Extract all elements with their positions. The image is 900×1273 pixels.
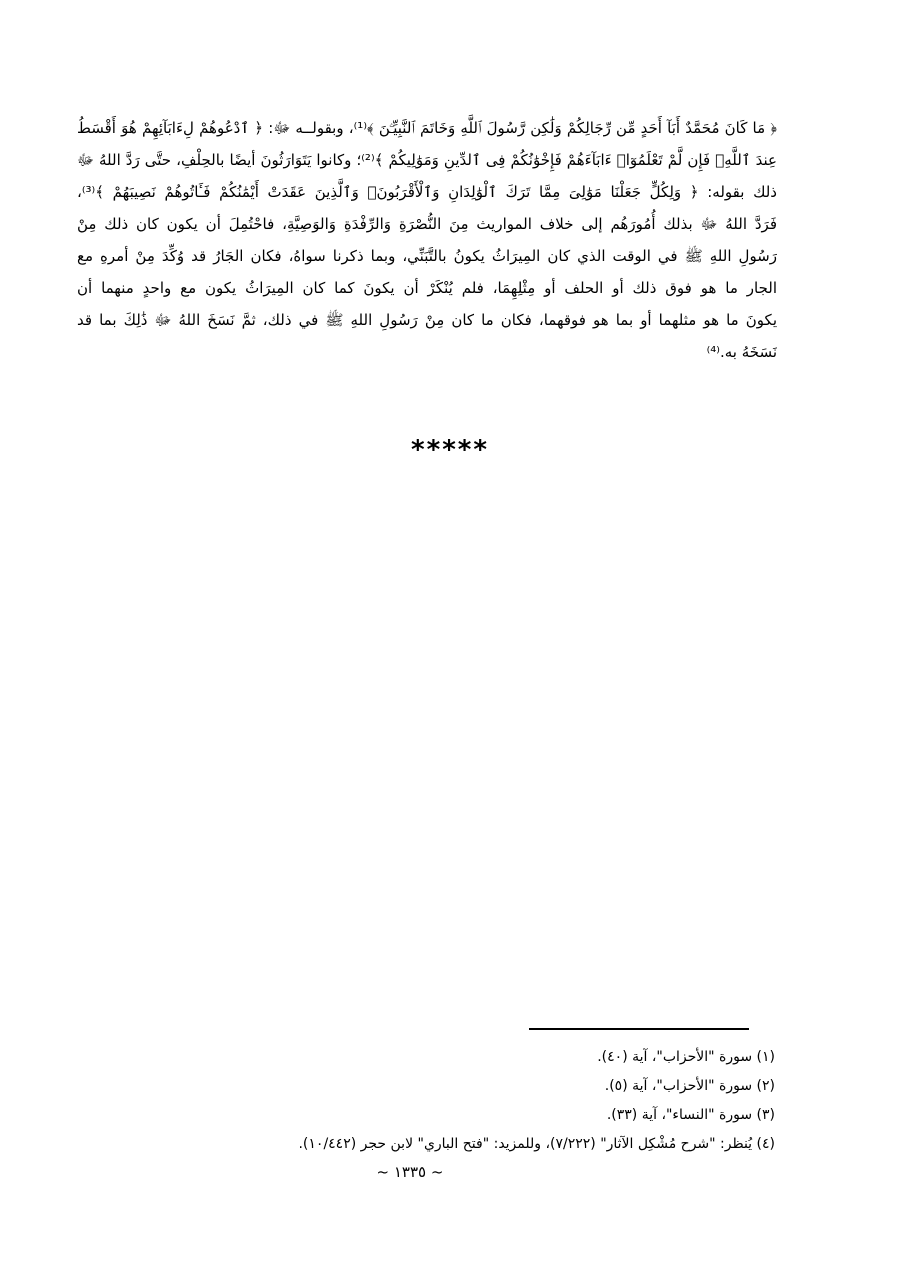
text-line: يكونَ ما هو مثلهما أو بما هو فوقهما، فكان ما كان مِنْ رَسُولِ اللهِ ﷺ في ذلك، ثمَّ نَسَخَ اللهُ ﷻ ذَٰلِكَ بما قد	[77, 311, 777, 329]
text-line: عِندَ ٱللَّهِۚ فَإِن لَّمْ تَعْلَمُوٓا۟ ءَابَآءَهُمْ فَإِخْوَٰنُكُمْ فِى ٱلدِّينِ وَمَوَٰلِيكُمْ ﴾⁽²⁾؛ وكانوا يَتَوَارَثُونَ أيضًا بالحِلْفِ، حتَّى رَدَّ اللهُ ﷻ	[77, 151, 777, 169]
footnote-item: (٢) سورة "الأحزاب"، آية (٥).	[604, 1078, 775, 1094]
text-line: ﴿ مَا كَانَ مُحَمَّدٌ أَبَآ أَحَدٍ مِّن رِّجَالِكُمْ وَلَٰكِن رَّسُولَ ٱللَّهِ وَخَاتَمَ ٱلنَّبِيِّـۧنَ ﴾⁽¹⁾، وبقولــه ﷻ: ﴿ ٱدْعُوهُمْ لِءَابَآئِهِمْ هُوَ أَقْسَطُ	[77, 119, 777, 137]
text-line: رَسُولِ اللهِ ﷺ في الوقت الذي كان المِيرَاثُ يكونُ بالتَّبَنِّي، وبما ذكرنا سواهُ، فكان الجَارُ قد وُكِّدَ مِنْ أمرهِ مع	[77, 247, 777, 265]
footnotes	[200, 1043, 775, 1159]
text-line: فَرَدَّ اللهُ ﷻ بذلك أُمُورَهُم إلى خلاف المواريث مِنَ النُّصْرَةِ وَالرِّفْدَةِ وَالوَصِيَّةِ، فاحْتُمِلَ أن يكون كان ذلك مِنْ	[77, 215, 777, 233]
footnote-item: (٤) يُنظر: "شرح مُشْكِل الآثار" (٧/٢٢٢)، وللمزيد: "فتح الباري" لابن حجر (١٠/٤٤٢).	[298, 1136, 775, 1152]
page-number: ~ ١٣٣٥ ~	[376, 1163, 444, 1181]
main-text	[77, 112, 777, 368]
text-line: ذلك بقوله: ﴿ وَلِكُلٍّ جَعَلْنَا مَوَٰلِىَ مِمَّا تَرَكَ ٱلْوَٰلِدَانِ وَٱلْأَقْرَبُونَۚ وَٱلَّذِينَ عَقَدَتْ أَيْمَٰنُكُمْ فَـَٔاتُوهُمْ نَصِيبَهُمْ ﴾⁽³⁾،	[77, 183, 777, 201]
text-line: الجار ما هو فوق ذلك أو الحلف أو مِثْلِهِمَا، فلم يُنْكَرْ أن يكونَ كما كان المِيرَاثُ يكون مع واحدٍ منهما أن	[77, 279, 777, 297]
text-line: نَسَخَهُ به.⁽⁴⁾	[706, 343, 777, 361]
footnote-rule	[529, 1028, 749, 1030]
footnote-item: (١) سورة "الأحزاب"، آية (٤٠).	[597, 1049, 775, 1065]
footnote-item: (٣) سورة "النساء"، آية (٣٣).	[606, 1107, 775, 1123]
section-separator: *****	[411, 435, 489, 465]
